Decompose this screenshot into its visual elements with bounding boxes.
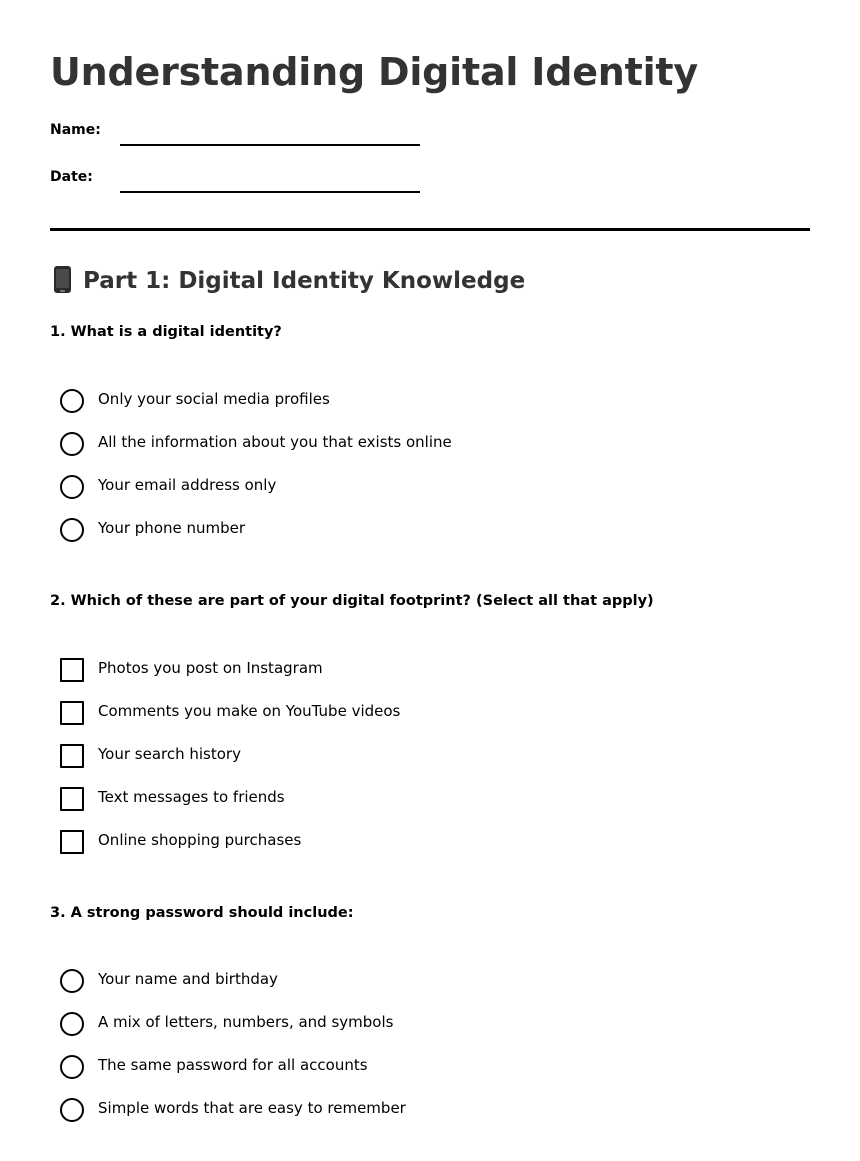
worksheet-title: Understanding Digital Identity — [50, 50, 698, 94]
date-blank-line[interactable] — [120, 191, 420, 193]
q1-option-4[interactable] — [60, 518, 760, 542]
part1-title-text: Part 1: Digital Identity Knowledge — [83, 268, 526, 294]
option-label: Your name and birthday — [98, 970, 278, 988]
q3-option-2[interactable] — [60, 1012, 760, 1036]
q2-option-3[interactable] — [60, 744, 760, 768]
q1-option-2[interactable] — [60, 432, 760, 456]
option-label: Your email address only — [98, 476, 277, 494]
q2-option-2[interactable] — [60, 701, 760, 725]
date-field-row — [50, 169, 430, 199]
radio-button[interactable] — [60, 1012, 84, 1036]
option-label: Comments you make on YouTube videos — [98, 702, 401, 720]
mobile-phone-icon — [54, 266, 71, 293]
radio-button[interactable] — [60, 432, 84, 456]
question-3: 3. A strong password should include: — [50, 905, 354, 921]
option-label: Photos you post on Instagram — [98, 659, 323, 677]
radio-button[interactable] — [60, 389, 84, 413]
q2-option-5[interactable] — [60, 830, 760, 854]
q1-option-3[interactable] — [60, 475, 760, 499]
part1-title — [50, 266, 525, 294]
option-label: Your search history — [98, 745, 241, 763]
q2-option-1[interactable] — [60, 658, 760, 682]
checkbox[interactable] — [60, 701, 84, 725]
q3-option-4[interactable] — [60, 1098, 760, 1122]
option-label: The same password for all accounts — [98, 1056, 368, 1074]
checkbox[interactable] — [60, 787, 84, 811]
checkbox[interactable] — [60, 830, 84, 854]
name-blank-line[interactable] — [120, 144, 420, 146]
option-label: Text messages to friends — [98, 788, 285, 806]
radio-button[interactable] — [60, 969, 84, 993]
option-label: All the information about you that exists online — [98, 433, 452, 451]
name-label: Name: — [50, 122, 101, 138]
option-label: Online shopping purchases — [98, 831, 302, 849]
header-divider — [50, 228, 810, 231]
date-label: Date: — [50, 169, 93, 185]
option-label: Only your social media profiles — [98, 390, 330, 408]
option-label: Simple words that are easy to remember — [98, 1099, 406, 1117]
option-label: Your phone number — [98, 519, 246, 537]
q3-option-3[interactable] — [60, 1055, 760, 1079]
checkbox[interactable] — [60, 658, 84, 682]
name-field-row — [50, 122, 430, 152]
question-1: 1. What is a digital identity? — [50, 324, 282, 340]
q1-option-1[interactable] — [60, 389, 760, 413]
checkbox[interactable] — [60, 744, 84, 768]
question-2: 2. Which of these are part of your digital footprint? (Select all that apply) — [50, 593, 654, 609]
radio-button[interactable] — [60, 1055, 84, 1079]
radio-button[interactable] — [60, 1098, 84, 1122]
option-label: A mix of letters, numbers, and symbols — [98, 1013, 394, 1031]
q3-option-1[interactable] — [60, 969, 760, 993]
radio-button[interactable] — [60, 518, 84, 542]
q2-option-4[interactable] — [60, 787, 760, 811]
radio-button[interactable] — [60, 475, 84, 499]
